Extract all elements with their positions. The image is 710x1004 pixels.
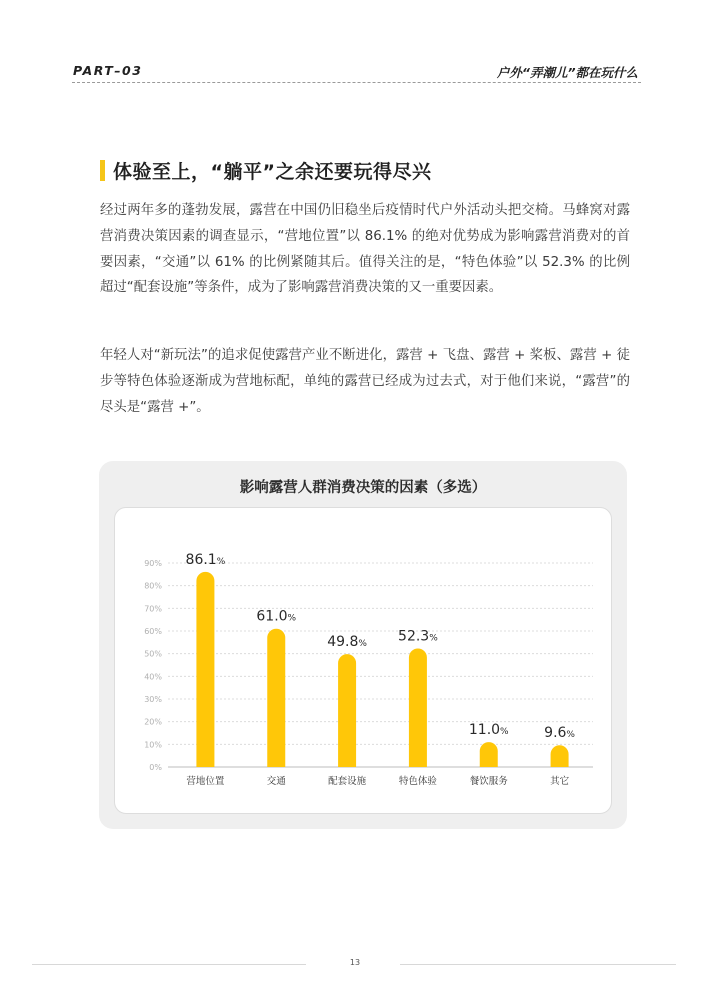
y-tick-label: 90% [144, 559, 162, 568]
x-tick-label: 特色体验 [398, 776, 437, 787]
y-tick-label: 40% [144, 672, 162, 682]
page-number: 13 [349, 958, 361, 967]
y-tick-label: 60% [144, 627, 162, 636]
data-label-value: 49.8 [327, 634, 359, 651]
data-label-value: 11.0 [468, 722, 501, 739]
data-label-unit: % [287, 613, 297, 624]
y-tick-label: 10% [144, 740, 162, 750]
data-label [327, 634, 367, 650]
y-tick-label: 50% [144, 649, 162, 659]
header-divider [72, 82, 641, 83]
x-tick-label: 配套设施 [328, 776, 367, 787]
y-tick-label: 30% [144, 695, 162, 704]
x-tick-label: 餐饮服务 [469, 776, 508, 787]
bar [480, 742, 498, 767]
y-tick-label: 0% [149, 763, 162, 772]
bar [338, 654, 356, 767]
section-title: 体验至上，“躺平”之余还要玩得尽兴 [113, 161, 432, 183]
data-label-unit: % [429, 633, 438, 644]
data-label [544, 725, 575, 741]
data-label-value: 86.1 [185, 551, 217, 568]
data-label [186, 552, 226, 568]
chart-card [99, 461, 627, 829]
x-tick-label: 其它 [550, 776, 570, 787]
data-label [256, 609, 296, 625]
bar [196, 572, 214, 767]
x-tick-label: 交通 [266, 776, 286, 787]
y-tick-label: 80% [144, 581, 162, 591]
data-label-unit: % [500, 727, 509, 738]
title-accent-bar [100, 160, 105, 181]
chapter-topic: 户外“弄潮儿”都在玩什么 [496, 65, 638, 80]
paragraph-2: 年轻人对“新玩法”的追求促使露营产业不断进化，露营 + 飞盘、露营 + 桨板、露营 + 徒步等特色体验逐渐成为营地标配，单纯的露营已经成为过去式，对于他们来说，“露营”的尽头是“露营 +”。 [100, 348, 630, 415]
data-label-value: 52.3 [398, 628, 430, 645]
bar [409, 648, 427, 767]
data-label-unit: % [358, 639, 367, 650]
y-tick-label: 20% [144, 717, 162, 727]
data-label-unit: % [566, 730, 575, 741]
data-label-unit: % [216, 556, 226, 567]
x-tick-label: 营地位置 [186, 776, 225, 787]
bar-chart [115, 508, 613, 815]
y-tick-label: 70% [144, 604, 162, 614]
paragraph-1: 经过两年多的蓬勃发展，露营在中国仍旧稳坐后疫情时代户外活动头把交椅。马蜂窝对露营消费决策因素的调查显示，“营地位置”以 86.1% 的绝对优势成为影响露营消费对的首要因素，“交通”以 61% 的比例紧随其后。值得关注的是，“特色体验”以 52.3% 的比例超过“配套设施”等条件，成为了影响露营消费决策的又一重要因素。 [100, 203, 630, 296]
chart-panel [114, 507, 612, 814]
data-label-value: 9.6 [544, 725, 567, 742]
part-label: PART–03 [73, 63, 143, 78]
section-heading [100, 157, 431, 184]
data-label [469, 722, 509, 738]
footer-divider-right [400, 964, 676, 965]
bar [267, 629, 285, 767]
data-label-value: 61.0 [256, 608, 288, 625]
chart-title: 影响露营人群消费决策的因素（多选） [239, 480, 487, 496]
bar [551, 745, 569, 767]
